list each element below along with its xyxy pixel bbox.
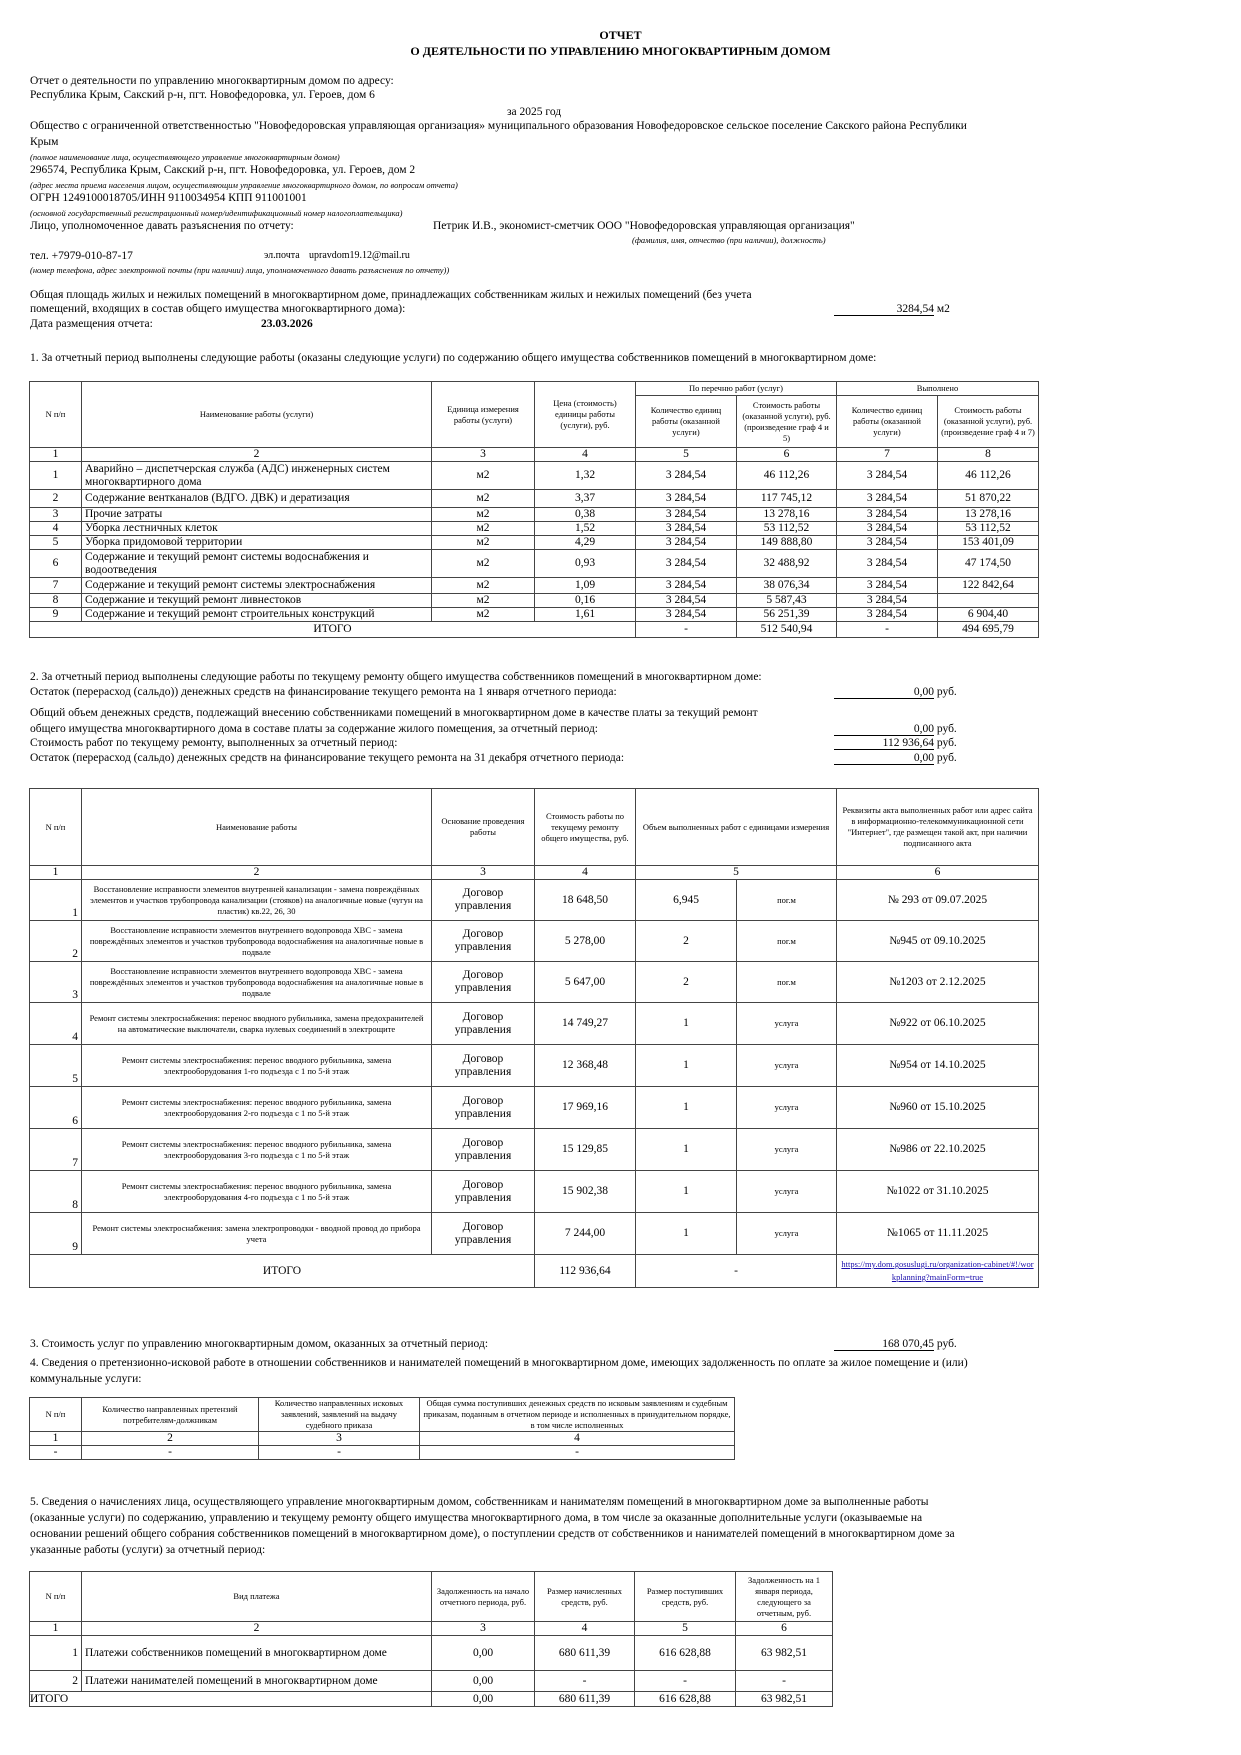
cell-cost: 56 251,39: [737, 608, 837, 622]
table-total-row: [30, 1692, 833, 1707]
cell-cost-done: 6 904,40: [938, 608, 1039, 622]
section2-title: 2. За отчетный период выполнены следующие работы по текущему ремонту общего имущества собственников помещений в многоквартирном доме:: [30, 671, 762, 683]
cell-qty: 3 284,54: [636, 462, 737, 490]
cell-price: 1,32: [535, 462, 636, 490]
currency: руб.: [936, 686, 957, 698]
table-row: [30, 1213, 1039, 1255]
cell-num: 1: [30, 462, 82, 490]
cell-unit: пог.м: [737, 962, 837, 1003]
cell-num: 3: [30, 962, 82, 1003]
cell-work-name: Аварийно – диспетчерская служба (АДС) инженерных систем многоквартирного дома: [82, 462, 432, 490]
cell-qty: 3 284,54: [636, 490, 737, 508]
cell-received: 616 628,88: [635, 1636, 736, 1671]
cell-work-name: Восстановление исправности элементов внутреннего водопровода ХВС - замена повреждённых элементов и участков трубопровода водоснабжения на аналогичные новые в подвале: [82, 962, 432, 1003]
cell-unit: услуга: [737, 1087, 837, 1129]
cell-work-name: Прочие затраты: [82, 508, 432, 522]
cell-num: 2: [30, 1671, 82, 1692]
table-row: [30, 462, 1039, 490]
cell-price: 1,61: [535, 608, 636, 622]
table-row: [30, 1446, 735, 1460]
email[interactable]: upravdom19.12@mail.ru: [309, 250, 410, 261]
section5-title-4: указанные работы (услуги) за отчетный период:: [30, 1544, 266, 1556]
cell-cost-done: 47 174,50: [938, 550, 1039, 578]
cell-cost: 5 647,00: [535, 962, 636, 1003]
table-row: [30, 550, 1039, 578]
col-header-lawsuits: Количество направленных исковых заявлений, заявлений на выдачу судебного приказа: [259, 1398, 420, 1432]
cell-work-name: Ремонт системы электроснабжения: замена электропроводки - вводной провод до прибора учета: [82, 1213, 432, 1255]
cell-num: 9: [30, 1213, 82, 1255]
cell-payment-type: Платежи собственников помещений в многоквартирном доме: [82, 1636, 432, 1671]
col-number: 4: [535, 1622, 635, 1636]
table-row: [30, 1129, 1039, 1171]
col-header-cost: Стоимость работы (оказанной услуги), руб. (произведение граф 4 и 5): [737, 396, 837, 448]
cell-act: №954 от 14.10.2025: [837, 1045, 1039, 1087]
area-label-line1: Общая площадь жилых и нежилых помещений в многоквартирном доме, принадлежащих собственникам жилых и нежилых помещений (без учета: [30, 289, 752, 301]
organization-note: (полное наименование лица, осуществляющего управление многоквартирным домом): [30, 152, 340, 162]
col-header-debt-end: Задолженность на 1 января периода, следующего за отчетным, руб.: [736, 1572, 833, 1622]
cell-unit: пог.м: [737, 880, 837, 921]
cell-unit: м2: [432, 522, 535, 536]
cell-basis: Договор управления: [432, 962, 535, 1003]
col-number: 1: [30, 448, 82, 462]
cell-work-name: Содержание и текущий ремонт системы водоснабжения и водоотведения: [82, 550, 432, 578]
cell-cost: 46 112,26: [737, 462, 837, 490]
balance-end-label: Остаток (перерасход (сальдо) денежных средств на финансирование текущего ремонта на 31 декабря отчетного периода:: [30, 752, 625, 764]
cell-work-name: Содержание вентканалов (ВДГО. ДВК) и дератизация: [82, 490, 432, 508]
cell-price: 0,16: [535, 594, 636, 608]
management-cost-value: 168 070,45: [834, 1338, 934, 1351]
cell-debt-end: -: [736, 1671, 833, 1692]
cell-unit: м2: [432, 462, 535, 490]
total-received: 616 628,88: [635, 1692, 736, 1707]
cell-num: 5: [30, 536, 82, 550]
cell-cost: 12 368,48: [535, 1045, 636, 1087]
cell-work-name: Ремонт системы электроснабжения: перенос вводного рубильника, замена электрооборудования 4-го подъезда с 1 по 5-й этаж: [82, 1171, 432, 1213]
table-total-row: [30, 622, 1039, 638]
cell-cost: 53 112,52: [737, 522, 837, 536]
cell-num: 6: [30, 550, 82, 578]
balance-start-label: Остаток (перерасход (сальдо)) денежных средств на финансирование текущего ремонта на 1 января отчетного периода:: [30, 686, 617, 698]
cell-work-name: Ремонт системы электроснабжения: перенос вводного рубильника, замена электрооборудования 1-го подъезда с 1 по 5-й этаж: [82, 1045, 432, 1087]
col-header-cost: Стоимость работы по текущему ремонту общего имущества, руб.: [535, 789, 636, 866]
cell-qty: 3 284,54: [636, 522, 737, 536]
cell-qty: 1: [636, 1129, 737, 1171]
cell-charged: -: [535, 1671, 635, 1692]
col-header-num: N п/п: [30, 789, 82, 866]
section3-label: 3. Стоимость услуг по управлению многоквартирным домом, оказанных за отчетный период:: [30, 1338, 489, 1350]
cell-num: 2: [30, 490, 82, 508]
organization-address-note: (адрес места приема населения лицом, осуществляющим управление многоквартирного домом, по вопросам отчета): [30, 180, 458, 190]
col-number: 6: [737, 448, 837, 462]
cell-act: №1065 от 11.11.2025: [837, 1213, 1039, 1255]
col-header-num: N п/п: [30, 1398, 82, 1432]
cell-act: №986 от 22.10.2025: [837, 1129, 1039, 1171]
cell-cost: 17 969,16: [535, 1087, 636, 1129]
col-number: 5: [636, 866, 837, 880]
total-due-label-2: общего имущества многоквартирного дома в составе платы за содержание жилого помещения, за отчетный период:: [30, 723, 599, 735]
table-total-row: [30, 1255, 1039, 1288]
ogrn-inn-kpp: ОГРН 1249100018705/ИНН 9110034954 КПП 911001001: [30, 192, 307, 204]
cell-unit: м2: [432, 594, 535, 608]
maintenance-works-table: [29, 381, 1039, 638]
cell-work-name: Содержание и текущий ремонт строительных конструкций: [82, 608, 432, 622]
cell-price: 0,38: [535, 508, 636, 522]
col-header-name: Наименование работы: [82, 789, 432, 866]
organization-name-cont: Крым: [30, 136, 59, 148]
col-number: 5: [635, 1622, 736, 1636]
col-header-volume: Объем выполненных работ с единицами измерения: [636, 789, 837, 866]
col-number: 3: [432, 1622, 535, 1636]
col-header-unit: Единица измерения работы (услуги): [432, 382, 535, 448]
col-header-debt-start: Задолженность на начало отчетного периода, руб.: [432, 1572, 535, 1622]
report-period: за 2025 год: [507, 106, 562, 118]
table-row: [30, 1003, 1039, 1045]
cell-lawsuits: -: [259, 1446, 420, 1460]
total-debt-end: 63 982,51: [736, 1692, 833, 1707]
cell-unit: м2: [432, 536, 535, 550]
total-due-value: 0,00: [834, 723, 934, 736]
table-row: [30, 578, 1039, 594]
cell-act: №945 от 09.10.2025: [837, 921, 1039, 962]
col-number: 1: [30, 1622, 82, 1636]
table-row: [30, 490, 1039, 508]
cell-debt-start: 0,00: [432, 1636, 535, 1671]
cell-qty: 1: [636, 1045, 737, 1087]
cell-unit: услуга: [737, 1171, 837, 1213]
cell-num: 8: [30, 594, 82, 608]
col-header-received: Размер поступивших средств, руб.: [635, 1572, 736, 1622]
cell-num: 6: [30, 1087, 82, 1129]
total-debt-start: 0,00: [432, 1692, 535, 1707]
cell-num: 7: [30, 1129, 82, 1171]
cell-unit: пог.м: [737, 921, 837, 962]
cell-payment-type: Платежи нанимателей помещений в многоквартирном доме: [82, 1671, 432, 1692]
total-label: ИТОГО: [30, 622, 636, 638]
cell-qty: 3 284,54: [636, 508, 737, 522]
cell-qty-done: 3 284,54: [837, 578, 938, 594]
col-number: 5: [636, 448, 737, 462]
cell-qty-done: 3 284,54: [837, 608, 938, 622]
cell-qty-done: 3 284,54: [837, 490, 938, 508]
cell-cost-done: [938, 594, 1039, 608]
claims-table: [29, 1397, 735, 1460]
currency: руб.: [936, 1338, 957, 1350]
currency: руб.: [936, 723, 957, 735]
phone: тел. +7979-010-87-17: [30, 250, 133, 262]
cell-cost: 117 745,12: [737, 490, 837, 508]
cell-num: 3: [30, 508, 82, 522]
cell-qty: 3 284,54: [636, 608, 737, 622]
cell-cost: 149 888,80: [737, 536, 837, 550]
balance-start-value: 0,00: [834, 686, 934, 699]
col-header-qty-done: Количество единиц работы (оказанной услуги): [837, 396, 938, 448]
section5-title-1: 5. Сведения о начислениях лица, осуществляющего управление многоквартирным домом, собственникам и нанимателям помещений в многоквартирном доме за выполненные работы: [30, 1496, 929, 1508]
cell-qty: 1: [636, 1213, 737, 1255]
address: Республика Крым, Сакский р-н, пгт. Новофедоровка, ул. Героев, дом 6: [30, 89, 375, 101]
col-header-charged: Размер начисленных средств, руб.: [535, 1572, 635, 1622]
cell-basis: Договор управления: [432, 880, 535, 921]
total-area-value: 3284,54: [834, 303, 934, 316]
cell-basis: Договор управления: [432, 1213, 535, 1255]
cell-qty-done: 3 284,54: [837, 536, 938, 550]
col-header-act: Реквизиты акта выполненных работ или адрес сайта в информационно-телекоммуникационной сети "Интернет", где размещен такой акт, при наличии подписанного акта: [837, 789, 1039, 866]
cell-work-name: Содержание и текущий ремонт системы электроснабжения: [82, 578, 432, 594]
col-group-by-list: По перечню работ (услуг): [636, 382, 837, 396]
currency: руб.: [936, 752, 957, 764]
total-qty-done: -: [837, 622, 938, 638]
cell-basis: Договор управления: [432, 921, 535, 962]
section1-title: 1. За отчетный период выполнены следующие работы (оказаны следующие услуги) по содержанию общего имущества собственников помещений в многоквартирном доме:: [30, 352, 877, 364]
area-label-line2: помещений, входящих в состав общего имущества многоквартирного дома):: [30, 303, 406, 315]
table-row: [30, 536, 1039, 550]
cell-cost-done: 122 842,64: [938, 578, 1039, 594]
col-number: 6: [736, 1622, 833, 1636]
table-row: [30, 1636, 833, 1671]
cell-num: 4: [30, 522, 82, 536]
cell-work-name: Ремонт системы электроснабжения: перенос вводного рубильника, замена предохранителей на автоматические выключатели, сварка нулевых соединений в электрощите: [82, 1003, 432, 1045]
table-row: [30, 1171, 1039, 1213]
cell-work-name: Восстановление исправности элементов внутреннего водопровода ХВС - замена повреждённых элементов и участков трубопровода водоснабжения на аналогичные новые в подвале: [82, 921, 432, 962]
works-cost-label: Стоимость работ по текущему ремонту, выполненных за отчетный период:: [30, 737, 398, 749]
email-label: эл.почта: [264, 250, 300, 261]
col-number: 2: [82, 1432, 259, 1446]
col-number: 7: [837, 448, 938, 462]
cell-price: 3,37: [535, 490, 636, 508]
cell-unit: услуга: [737, 1003, 837, 1045]
col-number: 2: [82, 1622, 432, 1636]
col-group-done: Выполнено: [837, 382, 1039, 396]
cell-qty: 3 284,54: [636, 536, 737, 550]
table-row: [30, 1045, 1039, 1087]
col-number: 6: [837, 866, 1039, 880]
total-label: ИТОГО: [30, 1692, 432, 1707]
cell-cost: 18 648,50: [535, 880, 636, 921]
payments-table: [29, 1571, 833, 1707]
cell-price: 1,52: [535, 522, 636, 536]
cell-qty: 3 284,54: [636, 594, 737, 608]
cell-basis: Договор управления: [432, 1045, 535, 1087]
cell-act: №1022 от 31.10.2025: [837, 1171, 1039, 1213]
col-header-sum: Общая сумма поступивших денежных средств по исковым заявлениям и судебным приказам, поданным в отчетном периоде и исполненных в принудительном порядке, в том числе исполненных: [420, 1398, 735, 1432]
cell-received: -: [635, 1671, 736, 1692]
cell-cost-done: 153 401,09: [938, 536, 1039, 550]
col-number: 2: [82, 448, 432, 462]
cell-qty-done: 3 284,54: [837, 508, 938, 522]
cell-cost-done: 51 870,22: [938, 490, 1039, 508]
cell-num: 1: [30, 1636, 82, 1671]
cell-qty: 2: [636, 962, 737, 1003]
cell-cost: 13 278,16: [737, 508, 837, 522]
total-qty: -: [636, 622, 737, 638]
cell-cost: 5 587,43: [737, 594, 837, 608]
publish-date: 23.03.2026: [261, 318, 313, 330]
col-number: 4: [535, 866, 636, 880]
cell-work-name: Ремонт системы электроснабжения: перенос вводного рубильника, замена электрооборудования 2-го подъезда с 1 по 5-й этаж: [82, 1087, 432, 1129]
col-header-num: N п/п: [30, 382, 82, 448]
section5-title-3: основании решений общего собрания собственников помещений в многоквартирном доме), о поступлении средств от собственников и нанимателей помещений в многоквартирном доме за: [30, 1528, 955, 1540]
cell-qty: 1: [636, 1003, 737, 1045]
col-number: 4: [420, 1432, 735, 1446]
cell-num: 5: [30, 1045, 82, 1087]
cell-unit: услуга: [737, 1129, 837, 1171]
cell-cost-done: 46 112,26: [938, 462, 1039, 490]
table-row: [30, 608, 1039, 622]
cell-charged: 680 611,39: [535, 1636, 635, 1671]
cell-work-name: Содержание и текущий ремонт ливнестоков: [82, 594, 432, 608]
total-area-unit: м2: [936, 303, 950, 315]
cell-claims: -: [82, 1446, 259, 1460]
cell-cost: 32 488,92: [737, 550, 837, 578]
col-number: 1: [30, 1432, 82, 1446]
cell-act: №922 от 06.10.2025: [837, 1003, 1039, 1045]
cell-unit: услуга: [737, 1213, 837, 1255]
cell-num: 7: [30, 578, 82, 594]
responsible-person-label: Лицо, уполномоченное давать разъяснения по отчету:: [30, 220, 294, 232]
organization-address: 296574, Республика Крым, Сакский р-н, пгт. Новофедоровка, ул. Героев, дом 2: [30, 164, 416, 176]
responsible-person-note: (фамилия, имя, отчество (при наличии), должность): [632, 235, 826, 245]
cell-qty-done: 3 284,54: [837, 594, 938, 608]
table-row: [30, 508, 1039, 522]
cell-basis: Договор управления: [432, 1087, 535, 1129]
act-link-cell: [837, 1255, 1039, 1288]
address-label: Отчет о деятельности по управлению многоквартирным домом по адресу:: [30, 75, 394, 87]
responsible-person: Петрик И.В., экономист-сметчик ООО "Новофедоровская управляющая организация": [433, 220, 855, 232]
works-cost-value: 112 936,64: [834, 737, 934, 750]
col-header-claims: Количество направленных претензий потребителям-должникам: [82, 1398, 259, 1432]
cell-qty: 1: [636, 1171, 737, 1213]
cell-price: 0,93: [535, 550, 636, 578]
cell-work-name: Ремонт системы электроснабжения: перенос вводного рубильника, замена электрооборудования 3-го подъезда с 1 по 5-й этаж: [82, 1129, 432, 1171]
col-number: 3: [432, 866, 535, 880]
table-row: [30, 962, 1039, 1003]
cell-qty-done: 3 284,54: [837, 462, 938, 490]
organization-name: Общество с ограниченной ответственностью "Новофедоровская управляющая организация» муниципального образования Новофедоровское сельское поселение Сакского района Республики: [30, 120, 967, 132]
total-cost-done: 494 695,79: [938, 622, 1039, 638]
table-row: [30, 522, 1039, 536]
cell-unit: м2: [432, 578, 535, 594]
col-header-name: Наименование работы (услуги): [82, 382, 432, 448]
cell-sum: -: [420, 1446, 735, 1460]
cell-cost-done: 53 112,52: [938, 522, 1039, 536]
cell-unit: услуга: [737, 1045, 837, 1087]
col-number: 3: [259, 1432, 420, 1446]
report-title: ОТЧЕТ: [599, 28, 642, 42]
cell-qty-done: 3 284,54: [837, 522, 938, 536]
cell-cost: 38 076,34: [737, 578, 837, 594]
col-header-price: Цена (стоимость) единицы работы (услуги), руб.: [535, 382, 636, 448]
table-row: [30, 594, 1039, 608]
col-number: 4: [535, 448, 636, 462]
total-charged: 680 611,39: [535, 1692, 635, 1707]
col-header-type: Вид платежа: [82, 1572, 432, 1622]
cell-qty: 3 284,54: [636, 578, 737, 594]
section4-title-2: коммунальные услуги:: [30, 1373, 142, 1385]
cell-unit: м2: [432, 550, 535, 578]
section5-title-2: (оказанные услуги) по содержанию, управлению и текущему ремонту общего имущества многоквартирного дома, в том числе за оказанные дополнительные услуги (оказываемые на: [30, 1512, 923, 1524]
cell-cost: 15 902,38: [535, 1171, 636, 1213]
cell-basis: Договор управления: [432, 1129, 535, 1171]
cell-cost: 5 278,00: [535, 921, 636, 962]
publish-date-label: Дата размещения отчета:: [30, 318, 153, 330]
table-row: [30, 1087, 1039, 1129]
cell-basis: Договор управления: [432, 1003, 535, 1045]
cell-num: 4: [30, 1003, 82, 1045]
total-due-label-1: Общий объем денежных средств, подлежащий внесению собственниками помещений в многоквартирном доме в качестве платы за текущий ремонт: [30, 707, 758, 719]
ogrn-note: (основной государственный регистрационный номер/идентификационный номер налогоплательщика): [30, 208, 403, 218]
report-subtitle: О ДЕЯТЕЛЬНОСТИ ПО УПРАВЛЕНИЮ МНОГОКВАРТИРНЫМ ДОМОМ: [410, 44, 831, 58]
cell-qty: 6,945: [636, 880, 737, 921]
cell-price: 4,29: [535, 536, 636, 550]
cell-work-name: Уборка лестничных клеток: [82, 522, 432, 536]
col-number: 1: [30, 866, 82, 880]
cell-basis: Договор управления: [432, 1171, 535, 1213]
cell-num: 9: [30, 608, 82, 622]
cell-qty: 2: [636, 921, 737, 962]
total-cost: 512 540,94: [737, 622, 837, 638]
cell-debt-start: 0,00: [432, 1671, 535, 1692]
table-row: [30, 921, 1039, 962]
table-row: [30, 880, 1039, 921]
balance-end-value: 0,00: [834, 752, 934, 765]
col-header-qty: Количество единиц работы (оказанной услуги): [636, 396, 737, 448]
cell-act: № 293 от 09.07.2025: [837, 880, 1039, 921]
cell-work-name: Уборка придомовой территории: [82, 536, 432, 550]
repair-works-table: [29, 788, 1039, 1288]
cell-qty: 3 284,54: [636, 550, 737, 578]
cell-qty: 1: [636, 1087, 737, 1129]
cell-num: 8: [30, 1171, 82, 1213]
cell-act: №1203 от 2.12.2025: [837, 962, 1039, 1003]
total-volume: -: [636, 1255, 837, 1288]
total-label: ИТОГО: [30, 1255, 535, 1288]
cell-qty-done: 3 284,54: [837, 550, 938, 578]
col-number: 3: [432, 448, 535, 462]
cell-price: 1,09: [535, 578, 636, 594]
cell-cost: 14 749,27: [535, 1003, 636, 1045]
cell-unit: м2: [432, 508, 535, 522]
col-header-cost-done: Стоимость работы (оказанной услуги), руб. (произведение граф 4 и 7): [938, 396, 1039, 448]
currency: руб.: [936, 737, 957, 749]
cell-cost: 7 244,00: [535, 1213, 636, 1255]
cell-act: №960 от 15.10.2025: [837, 1087, 1039, 1129]
cell-num: -: [30, 1446, 82, 1460]
total-cost: 112 936,64: [535, 1255, 636, 1288]
cell-unit: м2: [432, 608, 535, 622]
cell-cost: 15 129,85: [535, 1129, 636, 1171]
col-number: 8: [938, 448, 1039, 462]
section4-title-1: 4. Сведения о претензионно-исковой работе в отношении собственников и нанимателей помещений в многоквартирном доме, имеющих задолженность по оплате за жилое помещение и (или): [30, 1357, 968, 1369]
cell-unit: м2: [432, 490, 535, 508]
cell-num: 1: [30, 880, 82, 921]
cell-work-name: Восстановление исправности элементов внутренней канализации - замена повреждённых элементов и участков трубопровода канализации (стояков) на аналогичные новые (чугун на пластик) кв.22, 26, 30: [82, 880, 432, 921]
col-header-basis: Основание проведения работы: [432, 789, 535, 866]
cell-debt-end: 63 982,51: [736, 1636, 833, 1671]
contact-note: (номер телефона, адрес электронной почты (при наличии) лица, уполномоченного давать разъяснения по отчету)): [30, 265, 450, 275]
col-number: 2: [82, 866, 432, 880]
cell-cost-done: 13 278,16: [938, 508, 1039, 522]
cell-num: 2: [30, 921, 82, 962]
gosuslugi-link[interactable]: https://my.dom.gosuslugi.ru/organization-cabinet/#!/workplanning?mainForm=true: [841, 1259, 1034, 1282]
table-row: [30, 1671, 833, 1692]
col-header-num: N п/п: [30, 1572, 82, 1622]
